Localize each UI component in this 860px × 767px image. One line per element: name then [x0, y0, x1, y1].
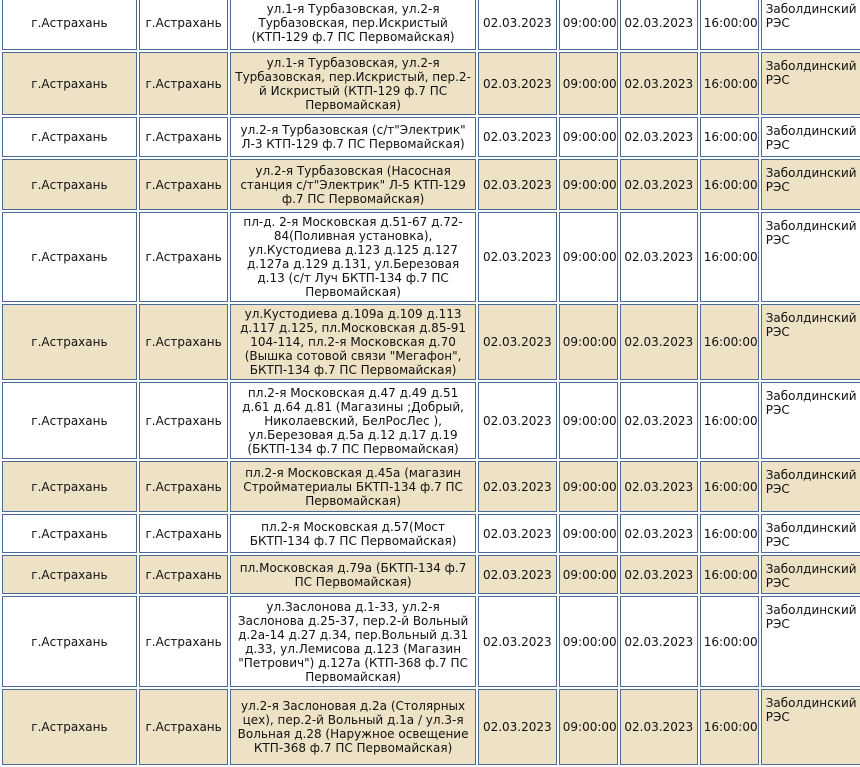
address-cell: ул.1-я Турбазовская, ул.2-я Турбазовская, пер.Искристый (КТП-129 ф.7 ПС Первомайская) — [230, 0, 475, 50]
res-cell: Заболдинский РЭС — [761, 159, 860, 210]
address-cell: пл.2-я Московская д.45а (магазин Стройматериалы БКТП-134 ф.7 ПС Первомайская) — [230, 461, 475, 512]
locality-cell: г.Астрахань — [139, 461, 229, 512]
table-row — [2, 0, 860, 50]
res-cell: Заболдинский РЭС — [761, 514, 860, 553]
city-cell: г.Астрахань — [2, 382, 137, 459]
table-row — [2, 514, 860, 553]
end-time-cell: 16:00:00 — [700, 159, 759, 210]
table-row — [2, 382, 860, 459]
end-date-cell: 02.03.2023 — [620, 555, 698, 594]
res-cell: Заболдинский РЭС — [761, 117, 860, 157]
city-cell: г.Астрахань — [2, 596, 137, 687]
locality-cell: г.Астрахань — [139, 212, 229, 302]
start-time-cell: 09:00:00 — [559, 304, 618, 380]
end-date-cell: 02.03.2023 — [620, 689, 698, 765]
end-date-cell: 02.03.2023 — [620, 596, 698, 687]
start-date-cell: 02.03.2023 — [478, 117, 557, 157]
res-cell: Заболдинский РЭС — [761, 596, 860, 687]
res-cell: Заболдинский РЭС — [761, 212, 860, 302]
start-date-cell: 02.03.2023 — [478, 382, 557, 459]
start-date-cell: 02.03.2023 — [478, 596, 557, 687]
locality-cell: г.Астрахань — [139, 689, 229, 765]
city-cell: г.Астрахань — [2, 159, 137, 210]
start-time-cell: 09:00:00 — [559, 514, 618, 553]
end-date-cell: 02.03.2023 — [620, 159, 698, 210]
city-cell: г.Астрахань — [2, 555, 137, 594]
end-time-cell: 16:00:00 — [700, 596, 759, 687]
start-time-cell: 09:00:00 — [559, 159, 618, 210]
table-row — [2, 596, 860, 687]
res-cell: Заболдинский РЭС — [761, 461, 860, 512]
end-date-cell: 02.03.2023 — [620, 382, 698, 459]
table-row — [2, 52, 860, 115]
table-row — [2, 304, 860, 380]
city-cell: г.Астрахань — [2, 461, 137, 512]
start-date-cell: 02.03.2023 — [478, 461, 557, 512]
table-row — [2, 555, 860, 594]
table-row — [2, 117, 860, 157]
locality-cell: г.Астрахань — [139, 382, 229, 459]
city-cell: г.Астрахань — [2, 304, 137, 380]
end-time-cell: 16:00:00 — [700, 52, 759, 115]
end-time-cell: 16:00:00 — [700, 117, 759, 157]
start-time-cell: 09:00:00 — [559, 0, 618, 50]
table-row — [2, 212, 860, 302]
start-date-cell: 02.03.2023 — [478, 159, 557, 210]
end-time-cell: 16:00:00 — [700, 689, 759, 765]
start-time-cell: 09:00:00 — [559, 689, 618, 765]
table-row — [2, 689, 860, 765]
address-cell: ул.2-я Турбазовская (Насосная станция с/т"Электрик" Л-5 КТП-129 ф.7 ПС Первомайская) — [230, 159, 475, 210]
start-time-cell: 09:00:00 — [559, 117, 618, 157]
start-time-cell: 09:00:00 — [559, 555, 618, 594]
city-cell: г.Астрахань — [2, 212, 137, 302]
start-time-cell: 09:00:00 — [559, 382, 618, 459]
res-cell: Заболдинский РЭС — [761, 304, 860, 380]
end-time-cell: 16:00:00 — [700, 382, 759, 459]
address-cell: ул.Кустодиева д.109а д.109 д.113 д.117 д.125, пл.Московская д.85-91 104-114, пл.2-я Московская д.70 (Вышка сотовой связи "Мегафон", БКТП-134 ф.7 ПС Первомайская) — [230, 304, 475, 380]
address-cell: ул.1-я Турбазовская, ул.2-я Турбазовская, пер.Искристый, пер.2-й Искристый (КТП-129 ф.7 ПС Первомайская) — [230, 52, 475, 115]
address-cell: пл.2-я Московская д.47 д.49 д.51 д.61 д.64 д.81 (Магазины ;Добрый, Николаевский, БелРосЛес ), ул.Березовая д.5а д.12 д.17 д.19 (БКТП-134 ф.7 ПС Первомайская) — [230, 382, 475, 459]
table-row — [2, 461, 860, 512]
end-date-cell: 02.03.2023 — [620, 0, 698, 50]
locality-cell: г.Астрахань — [139, 555, 229, 594]
city-cell: г.Астрахань — [2, 689, 137, 765]
end-date-cell: 02.03.2023 — [620, 52, 698, 115]
address-cell: ул.2-я Турбазовская (с/т"Электрик" Л-3 КТП-129 ф.7 ПС Первомайская) — [230, 117, 475, 157]
start-date-cell: 02.03.2023 — [478, 212, 557, 302]
end-date-cell: 02.03.2023 — [620, 117, 698, 157]
end-time-cell: 16:00:00 — [700, 0, 759, 50]
city-cell: г.Астрахань — [2, 52, 137, 115]
locality-cell: г.Астрахань — [139, 52, 229, 115]
locality-cell: г.Астрахань — [139, 117, 229, 157]
start-time-cell: 09:00:00 — [559, 596, 618, 687]
address-cell: ул.Заслонова д.1-33, ул.2-я Заслонова д.25-37, пер.2-й Вольный д.2а-14 д.27 д.34, пер.Вольный д.31 д.33, ул.Лемисова д.123 (Магазин "Петрович") д.127а (КТП-368 ф.7 ПС Первомайская) — [230, 596, 475, 687]
start-date-cell: 02.03.2023 — [478, 52, 557, 115]
city-cell: г.Астрахань — [2, 0, 137, 50]
end-time-cell: 16:00:00 — [700, 304, 759, 380]
end-date-cell: 02.03.2023 — [620, 514, 698, 553]
address-cell: пл.Московская д.79а (БКТП-134 ф.7 ПС Первомайская) — [230, 555, 475, 594]
table-row — [2, 159, 860, 210]
start-date-cell: 02.03.2023 — [478, 689, 557, 765]
res-cell: Заболдинский РЭС — [761, 0, 860, 50]
end-date-cell: 02.03.2023 — [620, 304, 698, 380]
start-time-cell: 09:00:00 — [559, 461, 618, 512]
locality-cell: г.Астрахань — [139, 0, 229, 50]
end-time-cell: 16:00:00 — [700, 461, 759, 512]
locality-cell: г.Астрахань — [139, 514, 229, 553]
locality-cell: г.Астрахань — [139, 596, 229, 687]
end-time-cell: 16:00:00 — [700, 514, 759, 553]
res-cell: Заболдинский РЭС — [761, 555, 860, 594]
res-cell: Заболдинский РЭС — [761, 52, 860, 115]
start-date-cell: 02.03.2023 — [478, 514, 557, 553]
end-time-cell: 16:00:00 — [700, 212, 759, 302]
address-cell: пл-д. 2-я Московская д.51-67 д.72-84(Поливная установка), ул.Кустодиева д.123 д.125 д.127 д.127а д.129 д.131, ул.Березовая д.13 (с/т Луч БКТП-134 ф.7 ПС Первомайская) — [230, 212, 475, 302]
end-date-cell: 02.03.2023 — [620, 461, 698, 512]
address-cell: пл.2-я Московская д.57(Мост БКТП-134 ф.7 ПС Первомайская) — [230, 514, 475, 553]
city-cell: г.Астрахань — [2, 514, 137, 553]
start-time-cell: 09:00:00 — [559, 212, 618, 302]
locality-cell: г.Астрахань — [139, 304, 229, 380]
res-cell: Заболдинский РЭС — [761, 689, 860, 765]
city-cell: г.Астрахань — [2, 117, 137, 157]
start-time-cell: 09:00:00 — [559, 52, 618, 115]
start-date-cell: 02.03.2023 — [478, 0, 557, 50]
end-date-cell: 02.03.2023 — [620, 212, 698, 302]
locality-cell: г.Астрахань — [139, 159, 229, 210]
start-date-cell: 02.03.2023 — [478, 555, 557, 594]
res-cell: Заболдинский РЭС — [761, 382, 860, 459]
end-time-cell: 16:00:00 — [700, 555, 759, 594]
address-cell: ул.2-я Заслоновая д.2а (Столярных цех), пер.2-й Вольный д.1а / ул.3-я Вольная д.28 (Наружное освещение КТП-368 ф.7 ПС Первомайская) — [230, 689, 475, 765]
start-date-cell: 02.03.2023 — [478, 304, 557, 380]
